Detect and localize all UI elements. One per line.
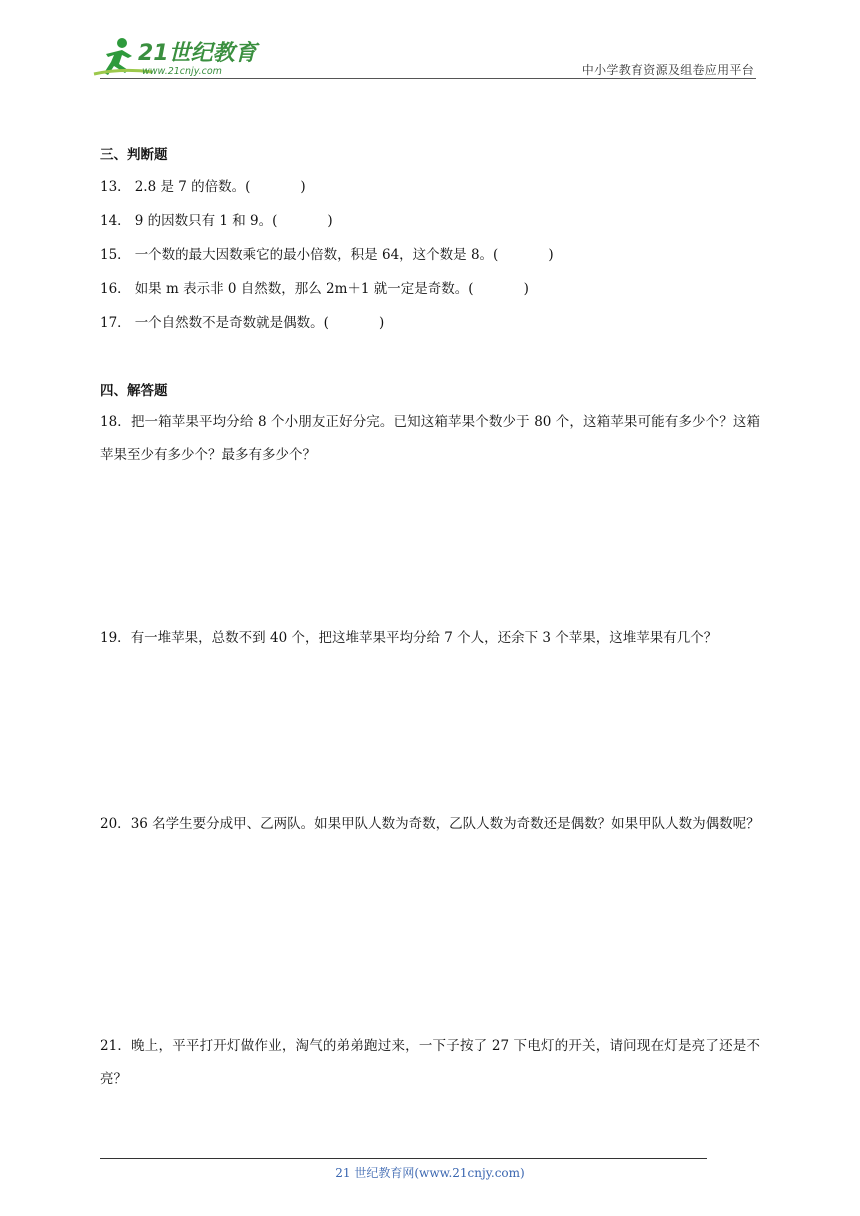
question-close: ) (378, 315, 385, 331)
question-text: 2.8 是 7 的倍数。( (134, 179, 251, 195)
question-text: 有一堆苹果，总数不到 40 个，把这堆苹果平均分给 7 个人，还余下 3 个苹果，这堆苹果有几个？ (130, 630, 718, 646)
question-close: ) (523, 281, 529, 297)
question-number: 13． (100, 179, 131, 195)
section-title-answers: 四、解答题 (100, 383, 168, 399)
question-18 (100, 406, 760, 622)
question-21 (100, 1030, 760, 1096)
question-number: 15． (100, 247, 131, 263)
question-17 (100, 306, 760, 340)
section-title-judgement: 三、判断题 (100, 147, 168, 163)
question-close: ) (548, 247, 554, 263)
question-15 (100, 238, 760, 272)
section-spacer (100, 340, 760, 376)
runner-logo-icon (92, 34, 262, 80)
exam-content (100, 140, 760, 1096)
question-19 (100, 622, 760, 808)
site-logo[interactable] (92, 34, 262, 80)
question-number: 17． (100, 315, 131, 331)
question-close: ) (300, 179, 306, 195)
footer-divider (100, 1158, 707, 1159)
question-text: 一个数的最大因数乘它的最小倍数，积是 64，这个数是 8。( (134, 247, 499, 263)
question-close: ) (327, 213, 333, 229)
question-number: 18． (100, 414, 131, 430)
question-text: 9 的因数只有 1 和 9。( (134, 213, 278, 229)
question-number: 16． (100, 281, 131, 297)
question-16 (100, 272, 760, 306)
question-14 (100, 204, 760, 238)
svg-text:21世纪教育: 21世纪教育 (138, 41, 257, 66)
question-text: 36 名学生要分成甲、乙两队。如果甲队人数为奇数，乙队人数为奇数还是偶数？如果甲队人数为偶数呢？ (130, 816, 760, 832)
question-20 (100, 808, 760, 1030)
question-number: 20． (100, 816, 131, 832)
question-text: 晚上，平平打开灯做作业，淘气的弟弟跑过来，一下子按了 27 下电灯的开关，请问现在灯是亮了还是不亮？ (100, 1038, 760, 1087)
question-number: 19． (100, 630, 131, 646)
page-header (0, 0, 860, 90)
question-13 (100, 170, 760, 204)
page-footer[interactable]: 21 世纪教育网(www.21cnjy.com) (335, 1166, 525, 1180)
question-number: 14． (100, 213, 131, 229)
question-text: 如果 m 表示非 0 自然数，那么 2m＋1 就一定是奇数。( (134, 281, 474, 297)
svg-text:www.21cnjy.com: www.21cnjy.com (142, 66, 222, 77)
question-number: 21． (100, 1038, 132, 1054)
question-text: 一个自然数不是奇数就是偶数。( (134, 315, 329, 331)
header-divider (100, 78, 756, 79)
platform-tagline: 中小学教育资源及组卷应用平台 (581, 63, 754, 77)
question-text: 把一箱苹果平均分给 8 个小朋友正好分完。已知这箱苹果个数少于 80 个，这箱苹果可能有多少个？这箱苹果至少有多少个？最多有多少个？ (100, 414, 760, 463)
